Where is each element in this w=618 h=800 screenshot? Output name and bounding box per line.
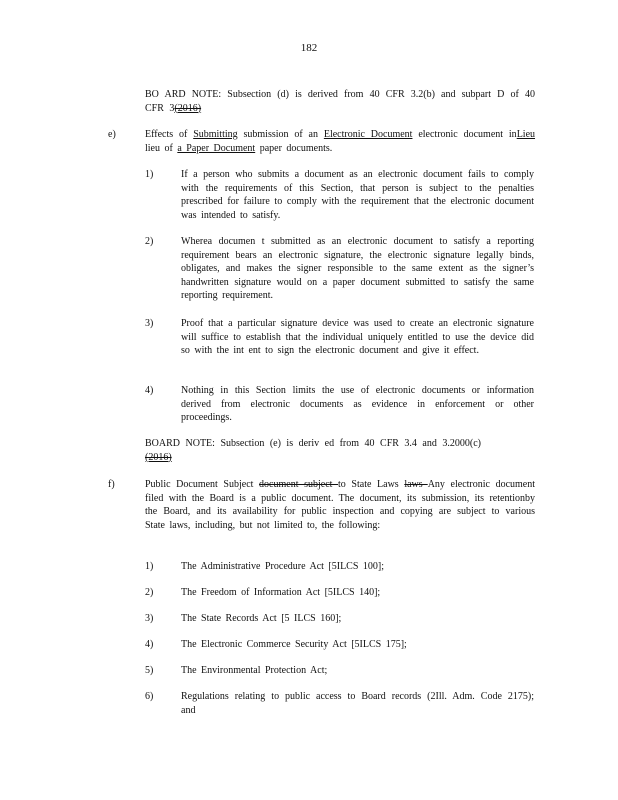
- section-e-item-4-num: 4): [145, 385, 154, 396]
- section-f-item-2-num: 2): [145, 587, 154, 598]
- section-e-text-2: submission of an: [237, 129, 324, 140]
- section-e-text-3: electronic document in: [412, 129, 517, 140]
- section-f-label: f): [108, 479, 115, 490]
- section-f-text-3: Any electronic document filed with the Board is a public document. The document, its submission, its retentionby the Board, and its availability for public inspection and copying are subject to various State laws, including, but not limited to, the following:: [145, 479, 535, 531]
- section-f-item-1-num: 1): [145, 561, 154, 572]
- section-e-label: e): [108, 129, 116, 140]
- section-e-item-2-text: Wherea documen t submitted as an electronic document to satisfy a reporting requirement bears an electronic signature, the electronic signature legally binds, obligates, and makes the signer responsible to the same extent as the signer’s handwritten signature would on a paper document submitted to satisfy the same reporting requirement.: [181, 236, 534, 302]
- section-e-heading: [145, 128, 535, 155]
- section-f-text-1: Public Document Subject: [145, 479, 260, 490]
- board-note-e: [145, 437, 535, 464]
- section-f-item-4-num: 4): [145, 639, 154, 650]
- section-e-text-4: lieu of: [145, 142, 178, 154]
- section-e-item-4-text: Nothing in this Section limits the use of electronic documents or information derived from electronic documents as evidence in enforcement or other proceedings.: [181, 385, 534, 424]
- section-e-deleted-3: Lieu: [516, 129, 536, 140]
- section-f-text-2: to State Laws: [338, 479, 405, 490]
- section-e-deleted-4: a Paper Document: [177, 142, 256, 154]
- section-e-item-3-text: Proof that a particular signature device was used to create an electronic signature will suffice to establish that the individual uniquely entitled to use the device did so with the int ent to sign the electronic document and give it effect.: [181, 318, 534, 357]
- board-note-d-text: BO ARD NOTE: Subsection (d) is derived from 40 CFR 3.2(b) and subpart D of 40 CFR 3: [145, 89, 535, 114]
- section-f-item-6-text: Regulations relating to public access to Board records (2Ill. Adm. Code 2175); and: [181, 691, 534, 716]
- section-e-deleted-2: Electronic Document: [323, 129, 413, 140]
- section-f-item-5-text: The Environmental Protection Act;: [181, 665, 328, 676]
- section-e-deleted-1: Submitting: [193, 129, 238, 140]
- section-f-item-3-num: 3): [145, 613, 154, 624]
- board-note-d-deleted-year: (2016): [174, 102, 202, 114]
- section-e-text-5: paper documents.: [255, 142, 333, 154]
- section-f-item-2-text: The Freedom of Information Act [5ILCS 140];: [181, 587, 381, 598]
- section-e-item-2-num: 2): [145, 236, 154, 247]
- section-e-item-1-text: If a person who submits a document as an electronic document fails to comply with the requirements of this Section, that person is subject to the penalties prescribed for failure to comply with the requirement that the electronic document was intended to satisfy.: [181, 169, 534, 221]
- section-f-item-4-text: The Electronic Commerce Security Act [5ILCS 175];: [181, 639, 407, 650]
- section-f-deleted-1: document subject: [259, 479, 339, 490]
- section-f-item-3-text: The State Records Act [5 ILCS 160];: [181, 613, 342, 624]
- board-note-d: [145, 88, 535, 115]
- section-f-item-6-num: 6): [145, 691, 154, 702]
- board-note-e-text: BOARD NOTE: Subsection (e) is deriv ed from 40 CFR 3.4 and 3.2000(c): [145, 438, 481, 449]
- page-number: 182: [300, 42, 318, 54]
- section-f-deleted-2: laws: [404, 479, 428, 490]
- section-f-item-1-text: The Administrative Procedure Act [5ILCS 100];: [181, 561, 385, 572]
- board-note-e-deleted-year: (2016): [145, 451, 172, 463]
- section-f-item-5-num: 5): [145, 665, 154, 676]
- section-e-item-1-num: 1): [145, 169, 154, 180]
- section-e-item-3-num: 3): [145, 318, 154, 329]
- section-e-text-1: Effects of: [145, 129, 194, 140]
- section-f-body: [145, 478, 535, 532]
